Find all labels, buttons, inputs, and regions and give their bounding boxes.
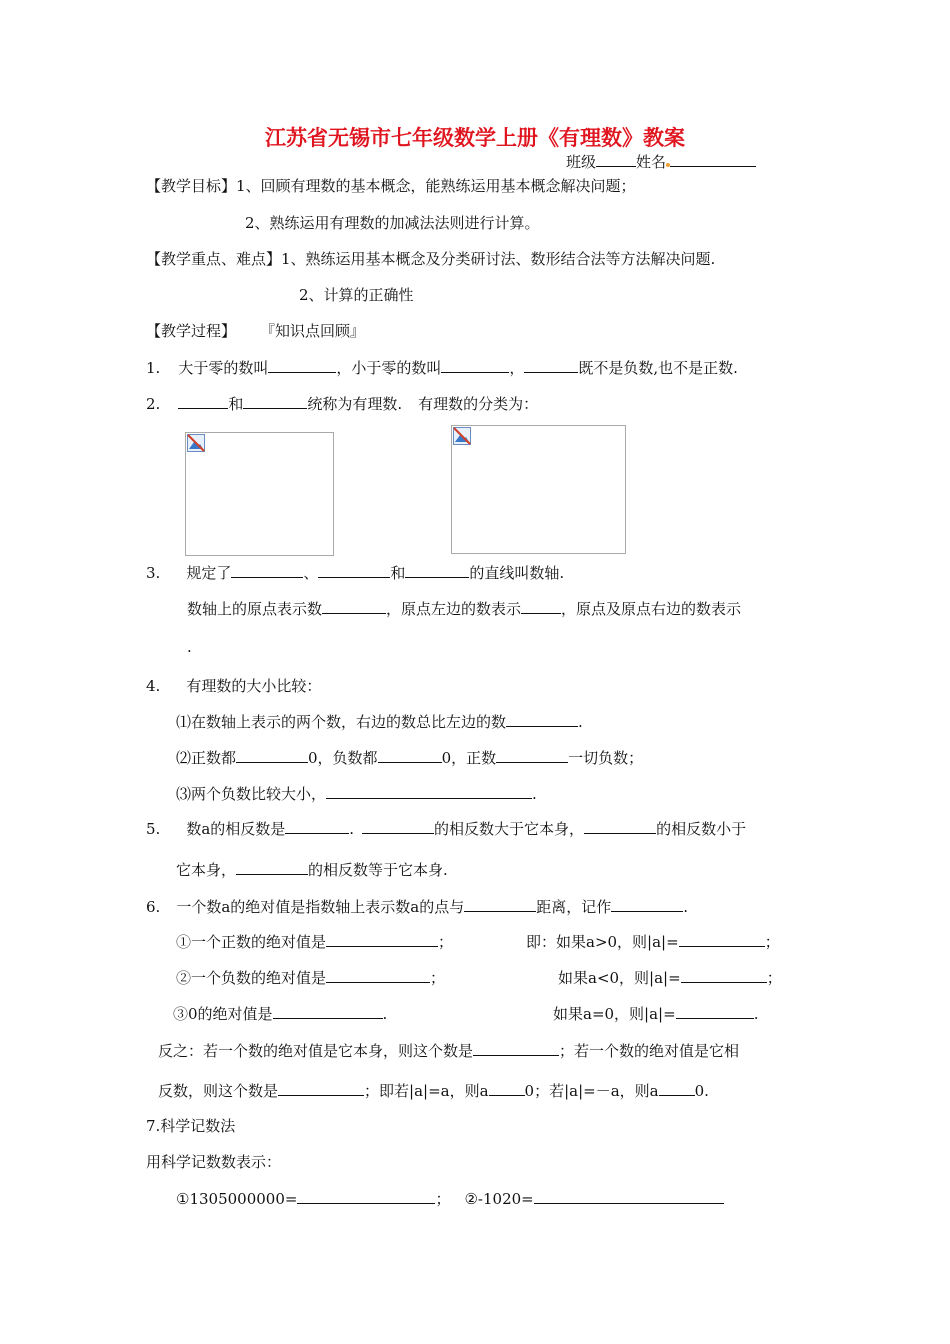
question-text: 0，负数都 <box>308 749 378 767</box>
answer-blank[interactable] <box>322 598 386 614</box>
question-text: 和 <box>228 395 244 413</box>
question-4-sub-1 <box>176 711 583 732</box>
question-6-row-3-right <box>553 1003 758 1024</box>
question-text: ⑵正数都 <box>176 749 237 767</box>
question-text: ， <box>509 359 525 377</box>
answer-blank[interactable] <box>326 783 532 799</box>
page-title: 江苏省无锡市七年级数学上册《有理数》教案 <box>265 126 685 150</box>
section-title: 『知识点回顾』 <box>260 322 366 340</box>
question-text: ； <box>435 1190 451 1208</box>
question-1 <box>146 357 738 378</box>
question-text: 、 <box>303 564 319 582</box>
question-6-row-2 <box>176 967 445 988</box>
answer-blank[interactable] <box>273 1003 383 1019</box>
answer-blank[interactable] <box>326 967 430 983</box>
answer-blank[interactable] <box>326 931 438 947</box>
process-line <box>146 321 365 341</box>
question-text: 既不是负数,也不是正数. <box>578 359 738 377</box>
question-text: 反之：若一个数的绝对值是它本身，则这个数是 <box>158 1042 474 1060</box>
question-text: ③0的绝对值是 <box>173 1005 273 1023</box>
question-text: ⑶两个负数比较大小， <box>176 785 327 803</box>
answer-blank[interactable] <box>378 747 442 763</box>
question-text: . <box>578 713 583 731</box>
question-text: 数a的相反数是 <box>186 820 286 838</box>
question-5-line-2 <box>176 859 448 880</box>
answer-blank[interactable] <box>285 818 349 834</box>
question-text: 如果a=0，则|a|= <box>553 1005 676 1023</box>
goal-item: 2、熟练运用有理数的加减法法则进行计算。 <box>245 214 540 232</box>
answer-blank[interactable] <box>489 1080 525 1096</box>
goals-line-1 <box>146 176 636 196</box>
question-5 <box>146 818 746 839</box>
question-text: 的相反数大于它本身， <box>434 820 585 838</box>
question-number: 3. <box>146 564 161 582</box>
name-label: 姓名 <box>636 153 667 171</box>
question-text: . <box>683 898 688 916</box>
question-3-line-2 <box>187 598 741 619</box>
question-text: ； <box>764 933 780 951</box>
question-text: 0，正数 <box>441 749 497 767</box>
answer-blank[interactable] <box>178 393 228 409</box>
question-text: 一切负数； <box>568 749 644 767</box>
question-6 <box>146 896 688 917</box>
question-text: 用科学记数数表示： <box>146 1153 282 1171</box>
answer-blank[interactable] <box>243 393 307 409</box>
question-6-row-1 <box>176 931 453 952</box>
question-text: . <box>382 1005 388 1023</box>
question-3 <box>146 562 564 583</box>
question-text: ，原点左边的数表示 <box>386 600 522 618</box>
broken-image-icon <box>453 427 471 445</box>
question-text: ⑴在数轴上表示的两个数，右边的数总比左边的数 <box>176 713 507 731</box>
question-7-examples <box>176 1188 724 1209</box>
answer-blank[interactable] <box>679 931 765 947</box>
question-text: ②-1020= <box>464 1190 534 1208</box>
question-number: 4. <box>146 677 161 695</box>
answer-blank[interactable] <box>268 357 336 373</box>
answer-blank[interactable] <box>405 562 469 578</box>
question-text: . <box>753 1005 759 1023</box>
question-text: 0；若|a|=－a，则a <box>524 1082 659 1100</box>
answer-blank[interactable] <box>676 1003 754 1019</box>
goals-label: 【教学目标】 <box>146 177 237 195</box>
question-4-sub-3 <box>176 783 537 804</box>
name-blank[interactable] <box>670 151 756 167</box>
question-text: ②一个负数的绝对值是 <box>176 969 327 987</box>
question-number: 6. <box>146 898 161 916</box>
question-4 <box>146 676 321 696</box>
key-points-label: 【教学重点、难点】 <box>146 250 282 268</box>
answer-blank[interactable] <box>236 859 308 875</box>
class-blank[interactable] <box>596 151 636 167</box>
answer-blank[interactable] <box>506 711 578 727</box>
question-text: 有理数的大小比较： <box>186 677 322 695</box>
question-text: ，小于零的数叫 <box>336 359 442 377</box>
answer-blank[interactable] <box>521 598 561 614</box>
answer-blank[interactable] <box>681 967 767 983</box>
question-number: 1. <box>146 359 161 377</box>
question-text: 一个数a的绝对值是指数轴上表示数a的点与 <box>176 898 465 916</box>
question-text: . <box>349 820 355 838</box>
answer-blank[interactable] <box>464 896 536 912</box>
question-text: 统称为有理数. <box>307 395 403 413</box>
question-text: 的相反数小于 <box>656 820 747 838</box>
question-text: 数轴上的原点表示数 <box>187 600 323 618</box>
question-text: 反数，则这个数是 <box>158 1082 279 1100</box>
question-text: 有理数的分类为： <box>418 395 539 413</box>
question-text: ； <box>766 969 782 987</box>
answer-blank[interactable] <box>611 896 683 912</box>
answer-blank[interactable] <box>278 1080 364 1096</box>
answer-blank[interactable] <box>659 1080 695 1096</box>
question-text: 如果a<0，则|a|= <box>558 969 681 987</box>
question-text: . <box>532 785 537 803</box>
answer-blank[interactable] <box>441 357 509 373</box>
question-number: 5. <box>146 820 161 838</box>
answer-blank[interactable] <box>297 1188 435 1204</box>
question-text: 大于零的数叫 <box>178 359 269 377</box>
image-placeholder <box>185 432 334 556</box>
question-text: 的直线叫数轴. <box>469 564 565 582</box>
image-placeholder <box>451 425 626 554</box>
question-text: ；若一个数的绝对值是它相 <box>559 1042 740 1060</box>
answer-blank[interactable] <box>236 747 308 763</box>
question-6-inverse-1 <box>158 1040 739 1061</box>
question-text: ，原点及原点右边的数表示 <box>561 600 742 618</box>
question-6-row-3 <box>173 1003 387 1024</box>
question-4-sub-2 <box>176 747 643 768</box>
header-fields <box>566 151 756 172</box>
key-point-item: 1、熟练运用基本概念及分类研讨法、数形结合法等方法解决问题. <box>281 250 716 268</box>
answer-blank[interactable] <box>473 1040 559 1056</box>
key-points-line-1 <box>146 249 715 269</box>
question-number: 2. <box>146 395 161 413</box>
question-text: 它本身， <box>176 861 237 879</box>
question-text: ①1305000000= <box>176 1190 298 1208</box>
question-6-row-2-right <box>558 967 782 988</box>
question-text: 0. <box>694 1082 709 1100</box>
question-text: 规定了 <box>186 564 232 582</box>
question-text: ； <box>438 933 454 951</box>
question-text: 距离，记作 <box>536 898 612 916</box>
question-6-row-1-right <box>526 931 780 952</box>
broken-image-icon <box>187 434 205 452</box>
goal-item: 1、回顾有理数的基本概念，能熟练运用基本概念解决问题； <box>236 177 636 195</box>
answer-blank[interactable] <box>496 747 568 763</box>
question-text: ①一个正数的绝对值是 <box>176 933 327 951</box>
question-text: 的相反数等于它本身. <box>308 861 448 879</box>
question-text: 和 <box>390 564 406 582</box>
question-text: ；即若|a|=a，则a <box>364 1082 489 1100</box>
answer-blank[interactable] <box>318 562 390 578</box>
class-label: 班级 <box>566 153 597 171</box>
process-label: 【教学过程】 <box>146 322 237 340</box>
answer-blank[interactable] <box>524 357 578 373</box>
question-2 <box>146 393 538 414</box>
answer-blank[interactable] <box>584 818 656 834</box>
answer-blank[interactable] <box>534 1188 724 1204</box>
question-6-inverse-2 <box>158 1080 709 1101</box>
answer-blank[interactable] <box>231 562 303 578</box>
question-text: . <box>187 638 192 656</box>
question-text: 即：如果a>0，则|a|= <box>526 933 679 951</box>
section-heading: 7.科学记数法 <box>146 1117 236 1135</box>
answer-blank[interactable] <box>362 818 434 834</box>
key-point-item: 2、计算的正确性 <box>299 286 414 304</box>
question-text: ； <box>430 969 446 987</box>
